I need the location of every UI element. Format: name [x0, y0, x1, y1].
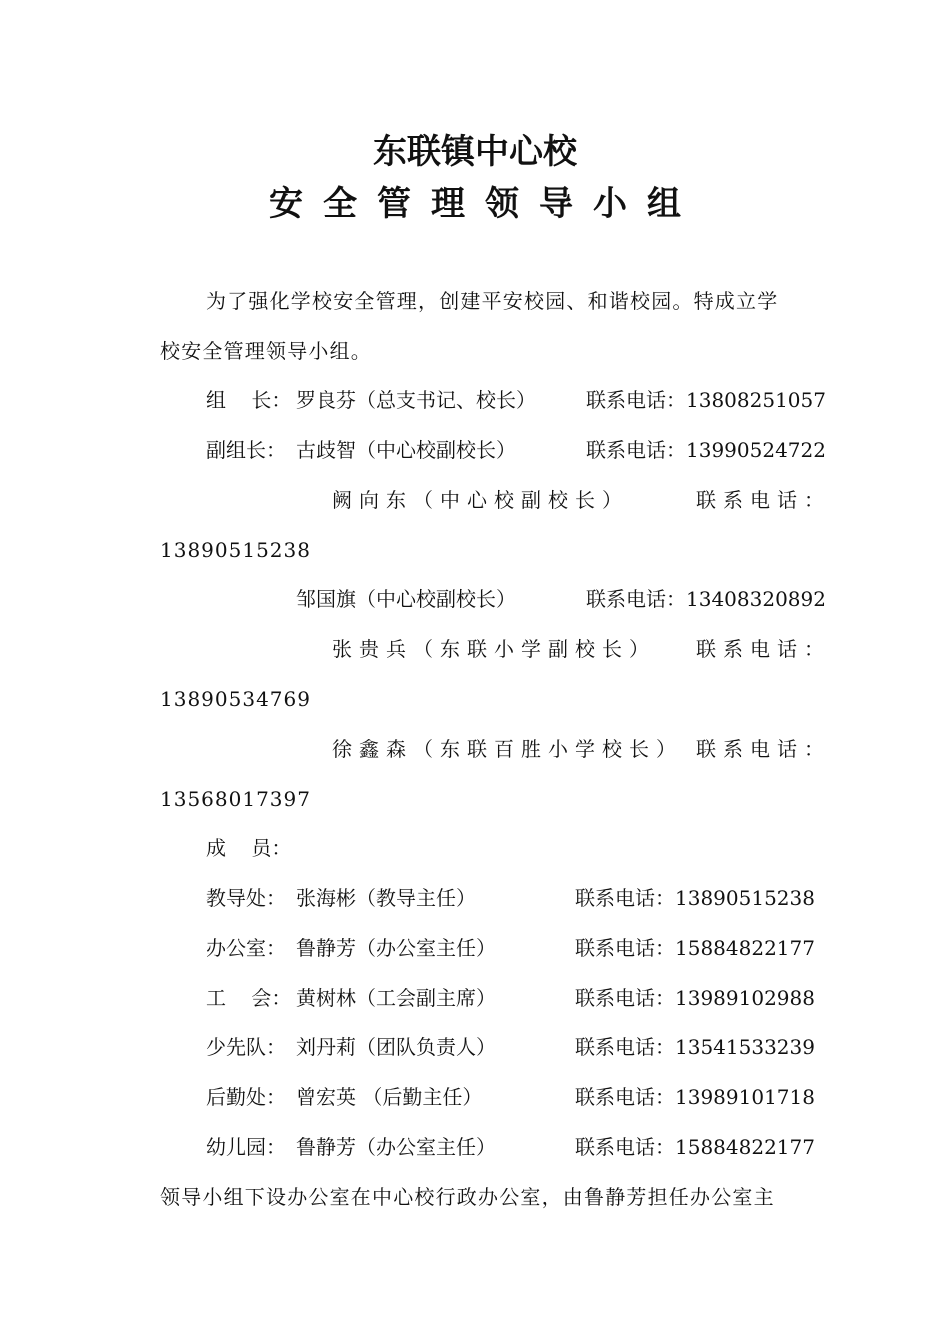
leader-phone: 联系电话：13808251057 [586, 388, 826, 412]
member-dept: 工 会： [206, 986, 292, 1010]
member-dept: 后勤处： [206, 1085, 286, 1109]
member-phone: 联系电话：13541533239 [575, 1035, 815, 1059]
member-name: 刘丹莉（团队负责人） [296, 1035, 496, 1059]
deputy-name: 徐鑫森（东联百胜小学校长） [332, 737, 683, 761]
deputy-phone: 联系电话： [696, 637, 831, 661]
member-name: 鲁静芳（办公室主任） [296, 1135, 496, 1159]
member-dept: 幼儿园： [206, 1135, 286, 1159]
leader-name: 罗良芬（总支书记、校长） [296, 388, 536, 412]
member-name: 曾宏英 （后勤主任） [296, 1085, 483, 1109]
deputy-name: 张贵兵（东联小学副校长） [332, 637, 656, 661]
deputy-phone-number: 13568017397 [160, 787, 311, 811]
member-dept: 教导处： [206, 886, 286, 910]
deputy-phone: 联系电话： [696, 488, 831, 512]
member-dept: 办公室： [206, 936, 286, 960]
deputy-name: 邹国旗（中心校副校长） [296, 587, 516, 611]
document-subtitle: 安全管理领导小组 [269, 184, 701, 224]
deputy-name: 阙向东（中心校副校长） [332, 488, 629, 512]
intro-line-1: 为了强化学校安全管理，创建平安校园、和谐校园。特成立学 [206, 289, 779, 313]
deputy-name: 古歧智（中心校副校长） [296, 438, 516, 462]
intro-line-2: 校安全管理领导小组。 [160, 339, 372, 363]
member-name: 张海彬（教导主任） [296, 886, 476, 910]
deputy-phone: 联系电话：13990524722 [586, 438, 826, 462]
members-label: 成 员： [206, 836, 292, 860]
member-phone: 联系电话：15884822177 [575, 936, 815, 960]
document-title: 东联镇中心校 [373, 132, 577, 172]
deputy-phone: 联系电话： [696, 737, 831, 761]
member-phone: 联系电话：13989102988 [575, 986, 815, 1010]
member-phone: 联系电话：13989101718 [575, 1085, 815, 1109]
member-phone: 联系电话：15884822177 [575, 1135, 815, 1159]
member-dept: 少先队： [206, 1035, 286, 1059]
member-name: 黄树林（工会副主席） [296, 986, 496, 1010]
member-name: 鲁静芳（办公室主任） [296, 936, 496, 960]
deputy-phone-number: 13890515238 [160, 538, 311, 562]
deputy-phone-number: 13890534769 [160, 687, 311, 711]
deputy-label: 副组长： [206, 438, 286, 462]
member-phone: 联系电话：13890515238 [575, 886, 815, 910]
closing-line: 领导小组下设办公室在中心校行政办公室，由鲁静芳担任办公室主 [160, 1185, 775, 1209]
deputy-phone: 联系电话：13408320892 [586, 587, 826, 611]
leader-label: 组 长： [206, 388, 292, 412]
